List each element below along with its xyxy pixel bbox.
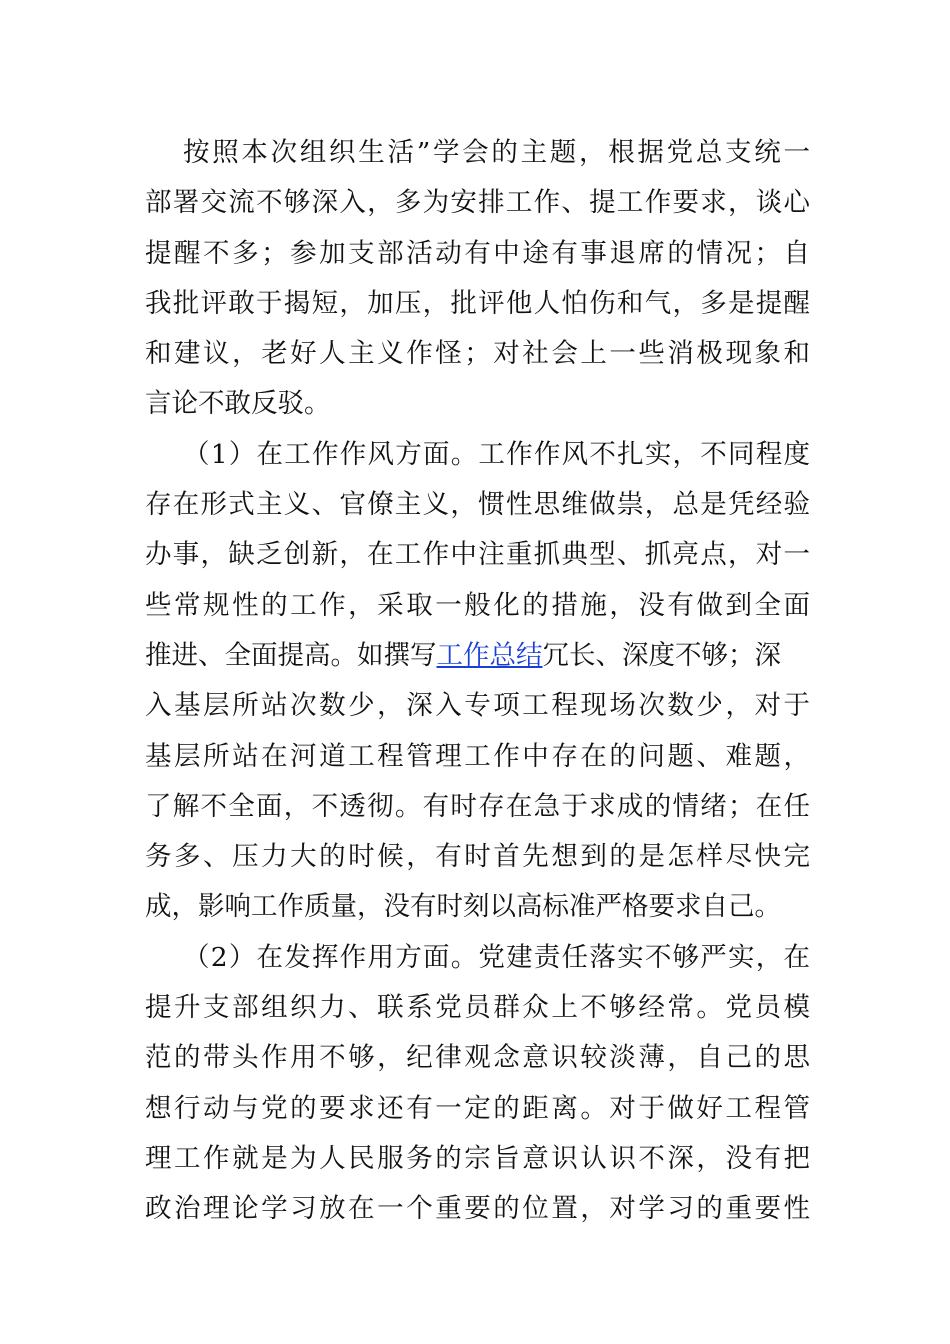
text-line: 入基层所站次数少，深入专项工程现场次数少，对于: [145, 690, 810, 722]
work-summary-link[interactable]: 工作总结: [436, 639, 543, 671]
text-line: 务多、压力大的时候，有时首先想到的是怎样尽快完: [145, 841, 810, 873]
paragraph-3: [145, 933, 810, 1235]
text-line: 成，影响工作质量，没有时刻以高标准严格要求自己。: [145, 891, 781, 923]
text-line: （1）在工作作风方面。工作作风不扎实，不同程度: [183, 438, 810, 470]
document-body: [145, 128, 810, 1235]
text-line: 提醒不多；参加支部活动有中途有事退席的情况；自: [145, 237, 810, 269]
text-segment: 冗长、深度不够；深: [542, 639, 781, 671]
text-line: 办事，缺乏创新，在工作中注重抓典型、抓亮点，对一: [145, 539, 810, 571]
text-line: 基层所站在河道工程管理工作中存在的问题、难题，: [145, 740, 810, 772]
text-line-with-link: [145, 631, 810, 681]
text-line: 想行动与党的要求还有一定的距离。对于做好工程管: [145, 1092, 810, 1124]
text-line: 存在形式主义、官僚主义，惯性思维做祟，总是凭经验: [145, 489, 810, 521]
text-line: 范的带头作用不够，纪律观念意识较淡薄，自己的思: [145, 1042, 810, 1074]
paragraph-1: [145, 128, 810, 430]
text-segment: 推进、全面提高。如撰写: [145, 639, 437, 671]
text-line: （2）在发挥作用方面。党建责任落实不够严实，在: [183, 941, 810, 973]
text-line: 些常规性的工作，采取一般化的措施，没有做到全面: [145, 589, 810, 621]
text-line: 了解不全面，不透彻。有时存在急于求成的情绪；在任: [145, 790, 810, 822]
text-line: 提升支部组织力、联系党员群众上不够经常。党员模: [145, 992, 810, 1024]
text-line: 我批评敢于揭短，加压，批评他人怕伤和气，多是提醒: [145, 287, 810, 319]
text-line: 部署交流不够深入，多为安排工作、提工作要求，谈心: [145, 187, 810, 219]
text-line: 按照本次组织生活”学会的主题，根据党总支统一: [183, 137, 810, 168]
text-line: 言论不敢反驳。: [145, 388, 331, 420]
text-line: 和建议，老好人主义作怪；对社会上一些消极现象和: [145, 338, 810, 370]
text-line: 政治理论学习放在一个重要的位置，对学习的重要性: [145, 1193, 810, 1225]
paragraph-2: [145, 430, 810, 933]
text-line: 理工作就是为人民服务的宗旨意识认识不深，没有把: [145, 1142, 810, 1174]
